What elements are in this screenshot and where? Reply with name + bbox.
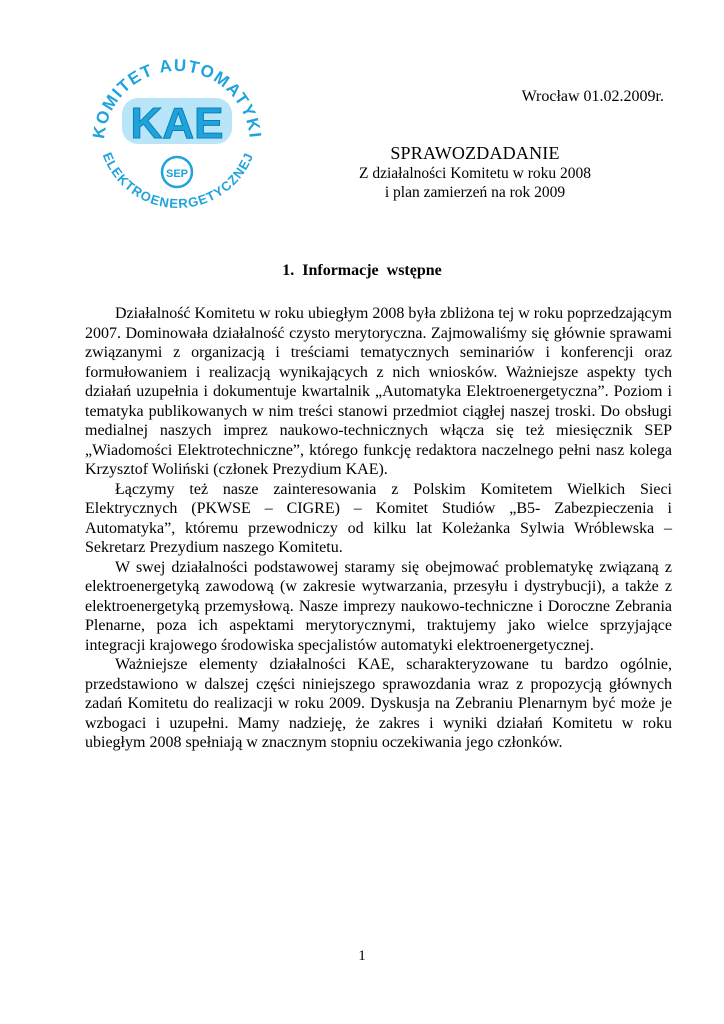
paragraph: Ważniejsze elementy działalności KAE, scharakteryzowane tu bardzo ogólnie, przedstawiono w dalszej części niniejszego sprawozdania wraz z propozycją głównych zadań Komitetu do realizacji w roku 2009. Dyskusja na Zebraniu Plenarnym być może je wzbogaci i uzupełni. Mamy nadzieję, że zakres i wyniki działań Komitetu w roku ubiegłym 2008 spełniają w znacznym stopniu oczekiwania jego członków. [85,656,672,751]
paragraph: Łączymy też nasze zainteresowania z Polskim Komitetem Wielkich Sieci Elektrycznych (PKWSE – CIGRE) – Komitet Studiów „B5- Zabezpieczenia i Automatyka”, któremu przewodniczy od kilku lat Koleżanka Sylwia Wróblewska – Sekretarz Prezydium naszego Komitetu. [85,480,672,556]
logo-ring-text-top: KOMITET AUTOMATYKI [89,55,265,140]
logo-ring-text-bottom: ELEKTROENERGETYCZNEJ [99,150,257,212]
sep-emblem [162,157,192,187]
document-subtitle-line2: i plan zamierzeń na rok 2009 [384,184,566,201]
paragraph: W swej działalności podstawowej staramy się obejmować problematykę związaną z elektroenergetyką zawodową (w zakresie wytwarzania, przesyłu i dystrybucji), a także z elektroenergetyką przemysłową. Nasze imprezy naukowo-techniczne i Doroczne Zebrania Plenarne, poza ich aspektami merytorycznymi, traktujemy jako wielce sprzyjające integracji krajowego środowiska specjalistów automatyki elektroenergetycznej. [85,558,672,654]
title-block [300,142,650,202]
kae-logo [82,44,272,224]
document-body [85,304,672,753]
kae-logo-graphic [82,44,272,224]
document-date: Wrocław 01.02.2009r. [521,88,664,105]
logo-kae-letters [122,98,232,148]
document-subtitle-line1: Z działalności Komitetu w roku 2008 [358,165,592,182]
page-number: 1 [358,948,366,964]
logo-center-text: KAE [130,99,224,148]
sep-emblem-text: SEP [165,168,189,180]
section-heading: 1. Informacje wstępne [282,262,442,279]
document-title: SPRAWOZDADANIE [390,143,560,163]
paragraph: Działalność Komitetu w roku ubiegłym 2008 była zbliżona tej w roku poprzedzającym 2007. Dominowała działalność czysto merytoryczna. Zajmowaliśmy się głównie sprawami związanymi z organizacją i treściami tematycznych seminariów i konferencji oraz formułowaniem i realizacją wynikających z nich wniosków. Ważniejsze aspekty tych działań uzupełnia i dokumentuje kwartalnik „Automatyka Elektroenergetyczna”. Poziom i tematyka publikowanych w nim treści stanowi przedmiot ciągłej naszej troski. Do obsługi medialnej naszych imprez naukowo-technicznych włącza się też miesięcznik SEP „Wiadomości Elektrotechniczne”, którego funkcję redaktora naczelnego pełni nasz kolega Krzysztof Woliński (członek Prezydium KAE). [85,305,672,478]
